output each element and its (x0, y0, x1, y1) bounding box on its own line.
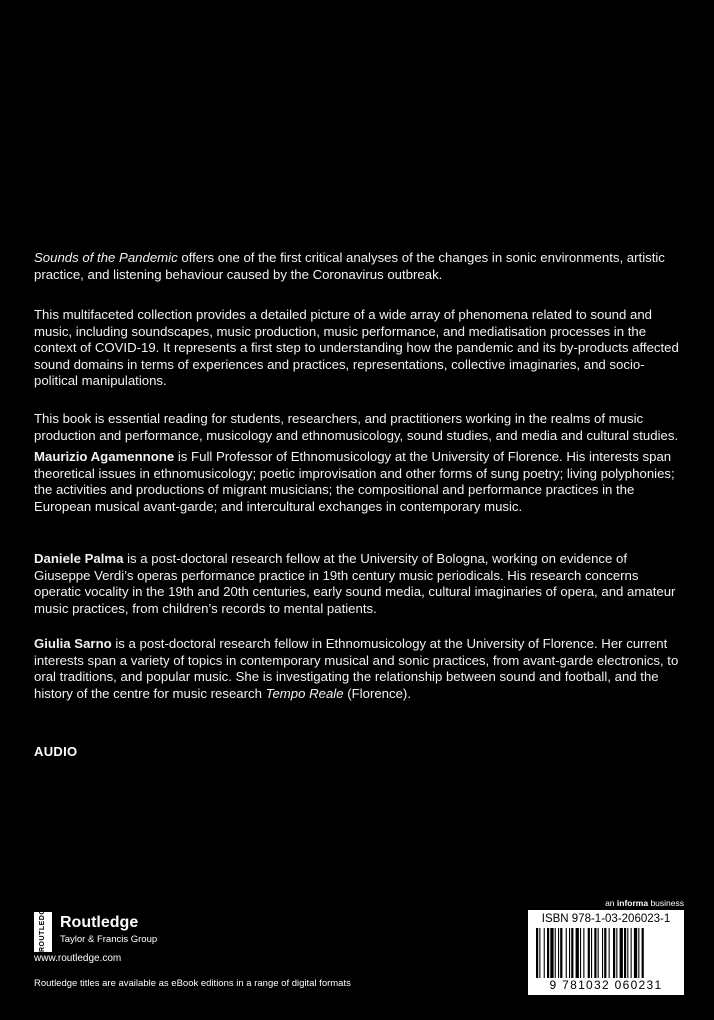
publisher-logo (34, 903, 194, 952)
intro-text: offers one of the first critical analyses of the changes in sonic environments, artistic practice, and listening behaviour caused by the Coronavirus outbreak. (34, 250, 665, 282)
subject-category: AUDIO (34, 744, 78, 759)
barcode (528, 910, 684, 995)
readership-text: This book is essential reading for students, researchers, and practitioners working in the realms of music production and performance, musicology and ethnomusicology, sound studies, and media and cultural studies. (34, 411, 679, 443)
author-bio (34, 636, 684, 702)
publisher-group: Taylor & Francis Group (60, 934, 158, 945)
barcode-bars-icon (534, 928, 678, 978)
book-title: Sounds of the Pandemic (34, 250, 178, 265)
author-bio (34, 449, 684, 515)
institution-name: Tempo Reale (265, 685, 344, 701)
description-collection (34, 307, 684, 390)
author-name: Daniele Palma (34, 551, 124, 566)
barcode-digits: 9 781032 060231 (549, 978, 663, 992)
isbn-text: ISBN 978-1-03-206023-1 (541, 913, 671, 925)
description-readership (34, 411, 684, 444)
author-bio (34, 551, 684, 617)
description-intro (34, 250, 684, 283)
publisher-url[interactable]: www.routledge.com (34, 953, 122, 964)
publisher-name: Routledge (60, 914, 139, 931)
author-bio-text: is Full Professor of Ethnomusicology at the University of Florence. His interests span theoretical issues in ethnomusicology; poetic improvisation and other forms of sung poetry; living polyphonies; the activities and productions of migrant musicians; the compositional and performance practices in the European musical avant-garde; and intercultural exchanges in contemporary music. (34, 449, 675, 514)
collection-text: This multifaceted collection provides a detailed picture of a wide array of phenomena related to sound and music, including soundscapes, music production, music performance, and mediatisation processes in the context of COVID-19. It represents a first step to understanding how the pandemic and its by-products affected sound domains in terms of experiences and practices, representations, collective imaginaries, and socio-political manipulations. (34, 307, 679, 389)
author-name: Giulia Sarno (34, 636, 112, 651)
author-bio-text: is a post-doctoral research fellow in Ethnomusicology at the University of Florence. Her current interests span a variety of topics in contemporary musical and sonic practices, from avant-garde electronics, to oral traditions, and popular music. She is investigating the relationship between sound and football, and the history of the centre for music research (34, 636, 679, 701)
author-bio-text: is a post-doctoral research fellow at the University of Bologna, working on evidence of Giuseppe Verdi’s operas performance practice in 19th century music periodicals. His research concerns operatic vocality in the 19th and 20th centuries, early sound media, cultural imaginaries of opera, and amateur music practices, from children’s records to mental patients. (34, 551, 676, 616)
routledge-logo-icon: ROUTLEDGE (34, 912, 52, 952)
author-name: Maurizio Agamennone (34, 449, 175, 464)
informa-tag: an informa business (605, 898, 684, 908)
ebook-note: Routledge titles are available as eBook editions in a range of digital formats (34, 978, 351, 989)
author-bio-text-end: (Florence). (343, 685, 411, 701)
